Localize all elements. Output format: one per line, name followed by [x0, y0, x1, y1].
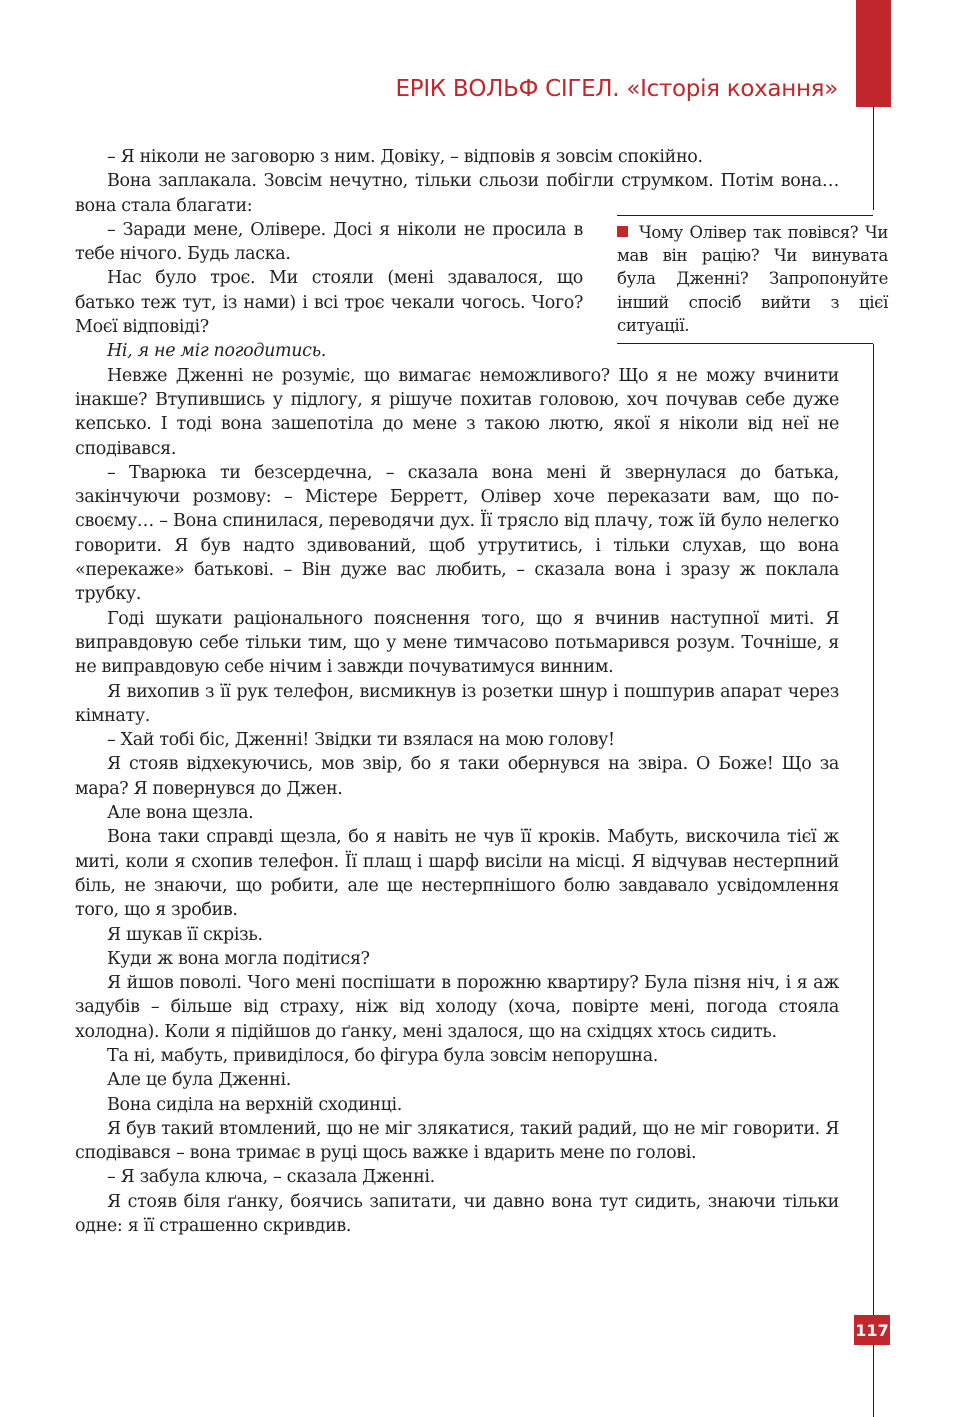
paragraph: Я шукав її скрізь. — [107, 924, 263, 945]
paragraph: Я йшов поволі. Чого мені поспішати в порожню квартиру? Була пізня ніч, і я аж задубів – більше від страху, ніж від холоду (хоча, повірте мені, погода стояла холодна). Коли я підійшов до ґанку, мені здалося, що на східцях хтось сидить. — [75, 973, 839, 1042]
paragraph: Ні, я не міг погодитись. — [107, 341, 326, 362]
paragraph: Я стояв відхекуючись, мов звір, бо я таки обернувся на звіра. О Боже! Що за мара? Я повернувся до Джен. — [75, 754, 839, 799]
paragraph: Я вихопив з її рук телефон, висмикнув із розетки шнур і пошпурив апарат через кімнату. — [75, 681, 839, 726]
paragraph: Куди ж вона могла подітися? — [107, 948, 370, 969]
paragraph: Та ні, мабуть, привиділося, бо фігура була зовсім непорушна. — [107, 1045, 658, 1066]
sidebar-question-text: Чому Олівер так повівся? Чи мав він рацію? Чи винувата була Дженні? Запропонуйте інший спосіб вийти з цієї ситуації. — [617, 223, 888, 335]
paragraph: Невже Дженні не розуміє, що вимагає неможливого? Що я не можу вчинити інакше? Втупившись у підлогу, я рішуче похитав головою, хоч почував себе дуже кепсько. І тоді вона зашепотіла до мене з такою лютю, якої я ніколи від неї не сподівався. — [75, 365, 839, 459]
margin-rule-top — [873, 107, 874, 210]
paragraph: Я стояв біля ґанку, боячись запитати, чи давно вона тут сидить, знаючи тільки одне: я її страшенно скривдив. — [75, 1191, 839, 1237]
paragraph: – Заради мене, Олівере. Досі я ніколи не просила в тебе нічого. Будь ласка. — [75, 219, 583, 265]
paragraph: – Тварюка ти безсердечна, – сказала вона мені й звернулася до батька, закінчуючи розмову: – Містере Берретт, Олівер хоче переказати вам, що по-своєму… – Вона спинилася, переводячи дух. Її трясло від плачу, тож їй було нелегко говорити. Я був надто здивований, щоб утрутитись, і тільки слухав, що вона «перекаже» батькові. – Він дуже вас любить, – сказала вона і зразу ж поклала трубку. — [75, 462, 839, 605]
margin-rule-middle — [873, 344, 874, 1315]
paragraph: Годі шукати раціонального пояснення того, що я вчинив наступної миті. Я виправдовую себе тільки тим, що у мене тимчасово потьмарився розум. Точніше, я не виправдовую себе нічим і завжди почуватимуся винним. — [75, 608, 839, 678]
paragraph: – Хай тобі біс, Дженні! Звідки ти взялася на мою голову! — [107, 730, 615, 751]
paragraph: Але вона щезла. — [107, 803, 254, 824]
paragraph: – Я забула ключа, – сказала Дженні. — [107, 1167, 435, 1188]
paragraph: Але це була Дженні. — [107, 1070, 291, 1091]
main-text — [75, 145, 839, 1238]
page-number: 117 — [854, 1315, 890, 1345]
paragraph: Нас було троє. Ми стояли (мені здавалося, що батько теж тут, із нами) і всі троє чекали чогось. Чого? Моєї відповіді? — [75, 268, 583, 338]
running-header-title: ЕРІК ВОЛЬФ СІГЕЛ. «Історія кохання» — [395, 76, 838, 102]
paragraph: Вона сиділа на верхній сходинці. — [107, 1094, 402, 1115]
paragraph: Вона заплакала. Зовсім нечутно, тільки сльози побігли струмком. Потім вона… вона стала благати: — [75, 171, 839, 216]
paragraph: – Я ніколи не заговорю з ним. Довіку, – відповів я зовсім спокійно. — [107, 147, 703, 167]
margin-rule-bottom — [873, 1345, 874, 1417]
paragraph: Вона таки справді щезла, бо я навіть не чув її кроків. Мабуть, вискочила тієї ж миті, коли я схопив телефон. Її плащ і шарф висіли на місці. Я відчував нестерпний біль, не знаючи, що робити, але ще нестерпнішого болю завдавало усвідомлення того, що я зробив. — [75, 827, 839, 921]
header-color-tab — [856, 0, 891, 107]
paragraph: Я був такий втомлений, що не міг злякатися, такий радий, що не міг говорити. Я сподівався – вона тримає в руці щось важке і вдарить мене по голові. — [75, 1118, 839, 1164]
